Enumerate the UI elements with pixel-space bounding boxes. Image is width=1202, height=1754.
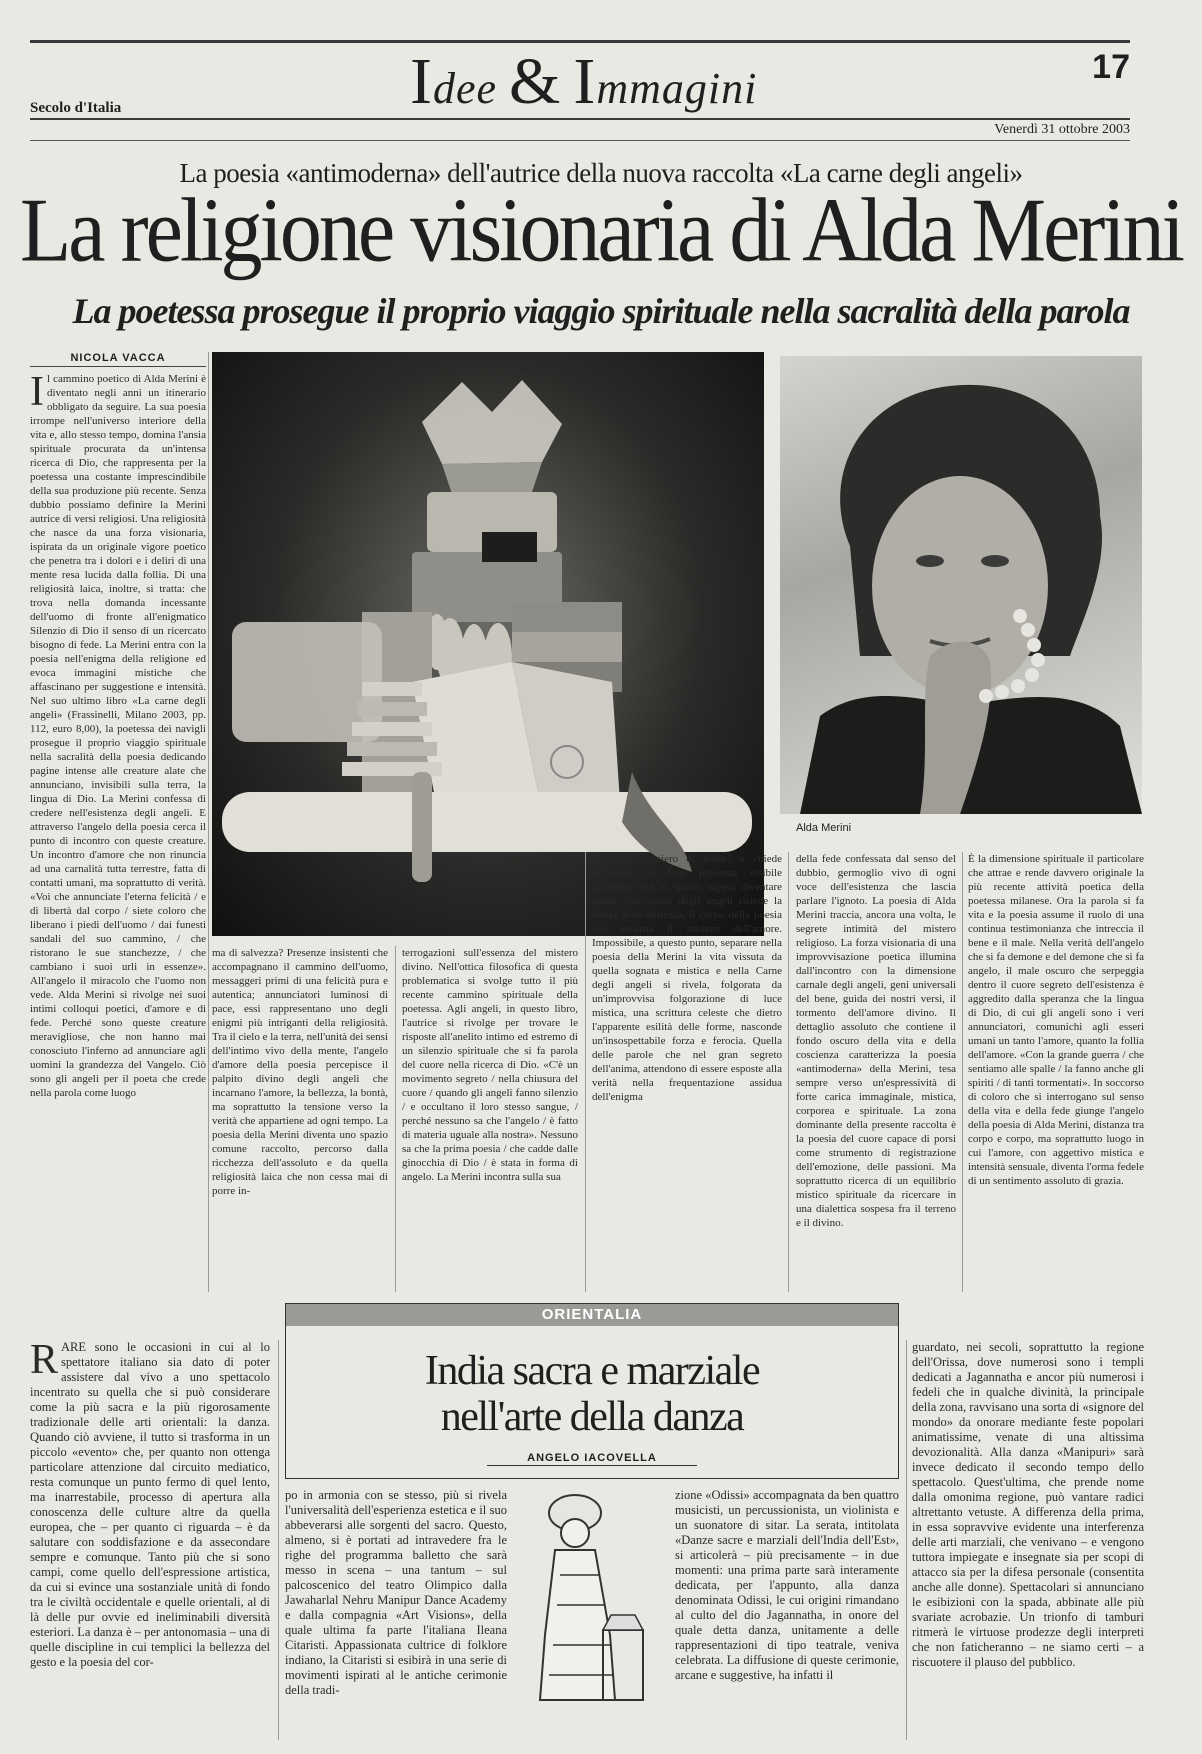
drop-cap: I	[30, 372, 44, 415]
sidebar-column-4: guardato, nei secoli, soprattutto la regione dell'Orissa, dove numerosi sono i templi dedicati a Jagannatha e ancor più numerosi i fedeli che in qualche divinità, la principale della zona, ravvisano una sorta di «signore del mondo» da onorare mediante feste popolari animatissime, venate di una altissima devozionalità. Alla danza «Manipuri» sarà invece dedicato il secondo tempo dello spettacolo. Quest'ultima, che prende nome dalla omonima regione, può vantare radici altrettanto vetuste. A differenza della prima, in essa sopravvive evidente una interferenza delle arti marziali, che venivano – e vengono tuttora impiegate e insegnate sia per scopi di attacco sia per la difesa personale (consentita anche alle donne). Spettacolari si annunciano le esibizioni con la spada, abbinate alle più svariate acrobazie. Un trionfo di tamburi ritmerà le virtuose prodezze degli interpreti che non faticheranno – ne siamo certi – a riscuotere il plauso del pubblico.	[912, 1340, 1144, 1669]
sidebar-column-1: RARE sono le occasioni in cui al lo spettatore italiano sia dato di poter assistere dal vivo a uno spettacolo incentrato su quella che si può considerare come la più sacra e la più rigorosamente tradizionale delle arti orientali: la danza. Quando ciò avviene, il tutto si trasforma in un piccolo «evento» che, per quanto non ottenga particolare attenzione dal circuito mediatico, resta comunque un punto fermo di quel lento, ma inarrestabile, processo di apertura alla conoscenza delle culture altre da quella europea, che – per quanto ci riguarda – è da salutare con soddisfazione e da assecondare sempre e comunque. Tanto più che si sono campi, come quello dell'espressione artistica, da cui si evince una sostanziale unità di fondo tra le civiltà occidentale e quelle orientali, al di là delle pur ovvie ed ineliminabili diversità esteriori. La danza è – per antonomasia – una di quelle discipline in cui templici la bellezza del gesto e la poesia del cor-	[30, 1340, 270, 1669]
column-rule	[788, 852, 789, 1292]
painting-figure	[212, 352, 764, 936]
librarian-painting-image	[212, 352, 764, 936]
section-band: ORIENTALIA	[286, 1304, 898, 1326]
article-column-3: terrogazioni sull'essenza del mistero divino. Nell'ottica filosofica di questa problematica si svolge tutto il più recente cammino spirituale della poetessa. Agli angeli, in questo libro, l'autrice si rivolge per trovare le risposte all'anelito intimo ed estremo di un silenzio spirituale che si fa parola del cuore nella ricerca di Dio. «C'è un movimento segreto / nella chiusura del cuore / quando gli angeli fanno silenzio / e occultano il loro stesso sangue, / perché nessuno sa che l'angelo / è fatto di materia uguale alla nostra». Nessuno sa che la prima poesia / che cadde dalle ginocchia di Dio / è stata in forma di angelo. La Merini incontra sulla sua	[402, 947, 578, 1183]
article-column-5: della fede confessata dal senso del dubbio, germoglio vivo di ogni voce dell'esistenza che lascia parlare l'ignoto. La poesia di Alda Merini traccia, ancora una volta, le segrete intimità del mistero religioso. La forza visionaria di una improvvisazione poetica illumina dall'incontro con la dimensione carnale degli angeli, geni universali del bene, guida dei nostri versi, il tormento dell'amore divino. Il dettaglio assoluto che contiene il fondo oscuro della vita e della coscienza caratterizza la poesia «antimoderna» della Merini, tesa sempre verso un'espressività di forte carica immaginale, mistica, corporea e spirituale. La zona dominante della presente raccolta è la poesia del cuore capace di porsi come strumento di registrazione dell'emozione, delle passioni. Ma soprattutto ricerca di un equilibrio mistico spirituale da ricercare in una dialettica sospesa fra il terreno e il divino.	[796, 853, 956, 1229]
page-number: 17	[1092, 48, 1130, 86]
masthead-rule-top	[30, 40, 1130, 43]
article-headline: La religione visionaria di Alda Merini	[20, 180, 1182, 282]
column-rule	[962, 852, 963, 1292]
column-rule	[906, 1340, 907, 1740]
column-rule	[278, 1340, 279, 1740]
article-subhead: La poetessa prosegue il proprio viaggio spirituale nella sacralità della parola	[72, 291, 1130, 331]
article-byline: NICOLA VACCA	[30, 352, 206, 367]
sidebar-drop-cap: R	[30, 1340, 59, 1383]
sidebar-title-box	[285, 1303, 899, 1479]
section-rubric: Idee & Immagini	[410, 45, 758, 118]
article-kicker: La poesia «antimoderna» dell'autrice della nuova raccolta «La carne degli angeli»	[179, 158, 1023, 188]
photo-caption: Alda Merini	[796, 822, 852, 834]
column-rule	[395, 946, 396, 1292]
dancer-illustration	[515, 1485, 665, 1715]
sidebar-column-3: zione «Odissi» accompagnata da ben quattro musicisti, un percussionista, un violinista e un suonatore di sitar. La serata, intitolata «Danze sacre e marziali dell'India dell'Est», si articolerà – più precisamente – in due momenti: una prima parte sarà interamente dedicata, per l'appunto, alla danza denominata Odissi, le cui origini rimandano al culto del dio Jagannatha, in onore del quale detta danza, unitamente a delle rappresentazioni di tipo teatrale, veniva celebrata. La diffusione di queste cerimonie, arcane e suggestive, ha infatti il	[675, 1488, 899, 1682]
column-rule	[585, 852, 586, 1292]
article-column-2: ma di salvezza? Presenze insistenti che accompagnano il cammino dell'uomo, messaggeri primi di una felicità pura e autentica; annunciatori luminosi di pace, essi rappresentano uno degli enigmi più intriganti della religiosità. Tra il cielo e la terra, nell'unità dei sensi dell'intimo vivo della mente, l'angelo d'amore della poesia percepisce il palpito divino degli angeli che incarnano l'amore, la bellezza, la bontà, ma soprattutto la tensione verso la verità che appartiene ad ogni tempo. La poesia della Merini diventa uno spazio comune raccolto, percorso dalla ricchezza dell'assoluto e da quella religiosità laica che non cessa mai di porre in-	[212, 947, 388, 1197]
portrait-photo	[780, 356, 1142, 814]
masthead-rule-mid	[30, 118, 1130, 120]
column-rule	[208, 352, 209, 1292]
paper-name: Secolo d'Italia	[30, 100, 122, 116]
dancer-figure-image	[515, 1485, 665, 1715]
article-column-4: strada il pensiero di Rilke? e chiede all'angelo di farsi presenza visibile attraverso cui lo spirito sappia diventare carne. Nell'anima degli angeli risiede la verità della bellezza, il corpo della poesia che incarna il mistero dell'amore. Impossibile, a questo punto, separare nella poesia della Merini la vita vissuta da quella sognata e mistica e nella Carne degli angeli si rivela, folgorata da un'improvvisa folgorazione di luce mistica, una scrittura celeste che dietro l'apparente esilità delle forme, nasconde un'insospettabile forza e ferocia. Quella delle parole che nel gran segreto dell'anima, attendono di essere esposte alla verità nella frequentazione assidua dell'enigma	[592, 853, 782, 1103]
sidebar-headline: India sacra e marziale nell'arte della danza	[424, 1348, 760, 1440]
article-column-6: È la dimensione spirituale il particolare che attrae e rende davvero originale la più recente attività poetica della poetessa milanese. Ora la parola si fa vita e la poesia assume il ruolo di una continua testimonianza che intreccia il bene e il male. Nella verità dell'angelo che si fa demone e del demone che si fa angelo, il male oscuro che serpeggia dentro il cuore segreto dell'esistenza è aggredito dalla speranza che la lingua di Dio, di cui gli angeli sono i veri annunciatori, comunichi agli esseri umani un tanto l'amore, quanto la follia dell'amore. «Con la grande guerra / che sentiamo alle spalle / la fanno anche gli spiriti / di tanti tormentati». In soccorso di coloro che si interrogano sul senso della vita e della fede giunge l'angelo della poesia di Alda Merini, distanza tra corpo e corpo, ma soprattutto luogo in cui l'amore, con aggettivo mistica e intensità sensuale, diventa l'orma fedele di un sentimento assoluto di grazia.	[968, 853, 1144, 1187]
alda-merini-portrait-image	[780, 356, 1142, 814]
article-column-1: Il cammino poetico di Alda Merini è diventato negli anni un itinerario obbligato da seguire. La sua poesia irrompe nell'universo interiore della vita e, allo stesso tempo, domina l'ansia spirituale procurata da un'intensa ricerca di Dio, che rappresenta per la poetessa una costante imprescindibile della sua produzione più recente. Senza dubbio possiamo definire la Merini autrice di versi religiosi. Una religiosità che nasce da una forza visionaria, ispirata da un originale vigore poetico che penetra tra i dolori e i deliri di una mente resa lucida dalla follia. Di una religiosità laica, inoltre, si tratta: che trova nella domanda incessante dell'uomo di fronte all'enigmatico Silenzio di Dio il senso di un ricercato bisogno di fede. La Merini entra con la poesia nell'enigma della religione ed evoca immagini mistiche che affascinano per suggestione e intensità. Nel suo ultimo libro «La carne degli angeli» (Frassinelli, Milano 2003, pp. 112, euro 8,00), la poetessa dei navigli prosegue il proprio viaggio spirituale nella sacralità della poesia dedicando pagine intense alle creature alate che annunciano, invisibili sulla terra, la lingua di Dio. La Merini confessa di credere nell'esistenza degli angeli. E attraverso l'angelo della poesia cerca il punto di incontro con queste creature. Un incontro d'amore che non rinuncia ad una carnalità tutta terrestre, fatta di contatti umani, ma soprattutto di verità. «Voi che annunciate l'eterna felicità / e di libertà dal corpo / siete coloro che liberano i piedi dell'uomo / dai funesti sandali del suo cammino, / che ristorano le sue stanchezze, / che cambiano i suoi urli in essenze». All'angelo il miracolo che l'uomo non vede. Alda Merini si rivolge nei suoi intimi colloqui poetici, d'amore e di fede. Perché sono queste creature meravigliose, che non hanno mai conosciuto l'inferno ad annunciare agli uomini la grandezza del Vangelo. Ciò sono gli angeli per il poeta che crede nella parola come luogo	[30, 372, 206, 1099]
sidebar-column-2: po in armonia con se stesso, più si rivela l'universalità dell'esperienza estetica e il suo abbeverarsi alle sorgenti del sacro. Questo, almeno, si è portati ad intravedere fra le righe del programma balletto che sarà messo in scena – una tantum – sul palcoscenico del teatro Olimpico dalla Jawaharlal Nehru Manipur Dance Academy e dalla compagnia «Art Visions», della quale ultima fa parte l'italiana Ileana Citaristi. Appassionata cultrice di folklore indiano, la Citaristi si esibirà in una serie di movimenti ispirati al le antiche cerimonie della tradi-	[285, 1488, 507, 1697]
masthead-rule-bottom	[30, 140, 1130, 141]
sidebar-byline: ANGELO IACOVELLA	[286, 1452, 898, 1464]
issue-date: Venerdì 31 ottobre 2003	[994, 122, 1130, 137]
